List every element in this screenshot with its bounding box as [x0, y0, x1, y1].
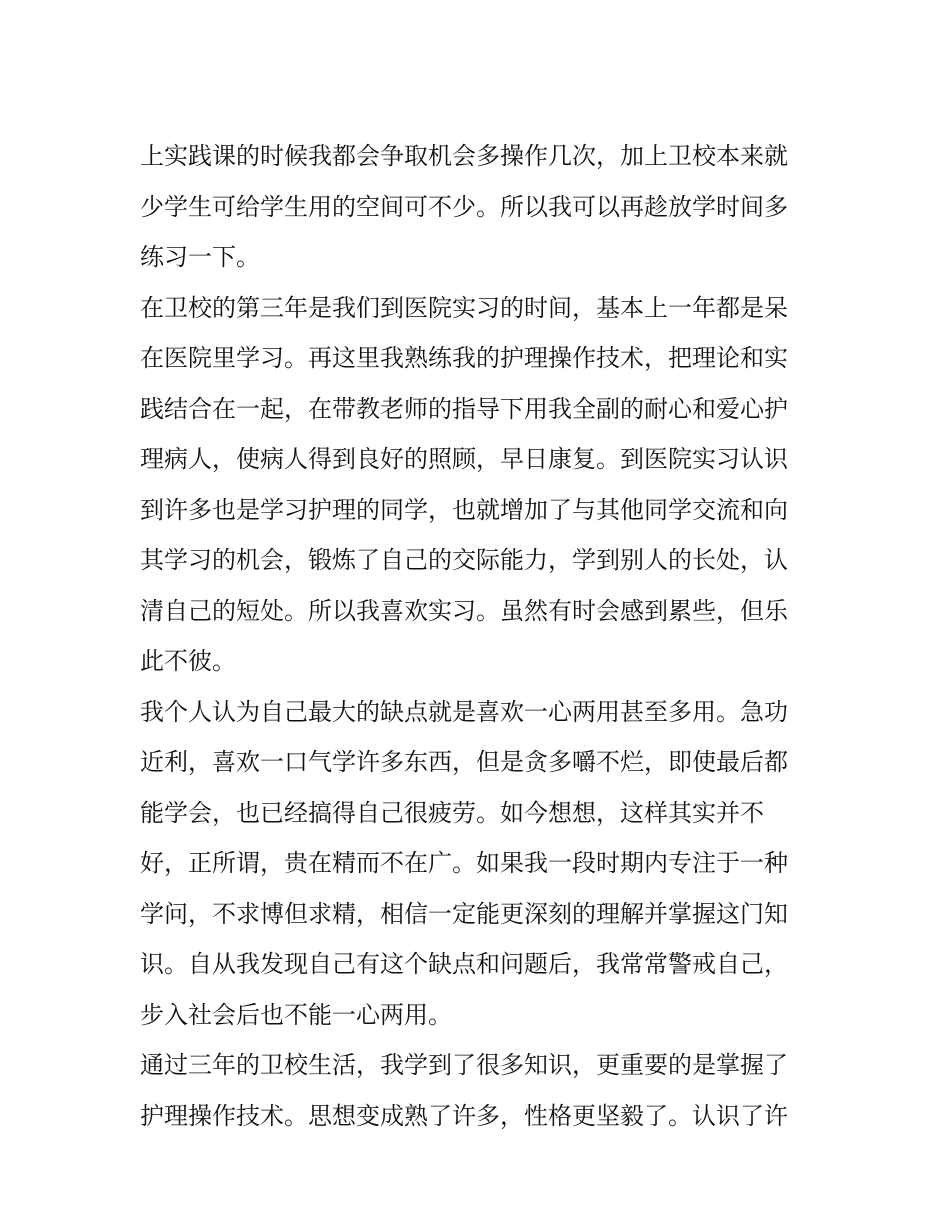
text-line: 学问，不求博但求精，相信一定能更深刻的理解并掌握这门知	[140, 899, 788, 928]
text-line: 护理操作技术。思想变成熟了许多，性格更坚毅了。认识了许	[140, 1101, 788, 1130]
text-line: 步入社会后也不能一心两用。	[140, 1000, 452, 1029]
text-line: 识。自从我发现自己有这个缺点和问题后，我常常警戒自己，	[140, 950, 788, 978]
text-line: 好，正所谓，贵在精而不在广。如果我一段时期内专注于一种	[140, 849, 788, 877]
text-line: 上实践课的时候我都会争取机会多操作几次，加上卫校本来就	[140, 142, 788, 170]
text-line: 其学习的机会，锻炼了自己的交际能力，学到别人的长处，认	[140, 546, 788, 574]
document-body	[140, 131, 820, 1141]
text-line: 清自己的短处。所以我喜欢实习。虽然有时会感到累些，但乐	[140, 596, 788, 625]
text-line: 我个人认为自己最大的缺点就是喜欢一心两用甚至多用。急功	[140, 697, 788, 726]
text-line: 少学生可给学生用的空间可不少。所以我可以再趁放学时间多	[140, 192, 788, 221]
text-line: 理病人，使病人得到良好的照顾，早日康复。到医院实习认识	[140, 445, 788, 473]
text-line: 践结合在一起，在带教老师的指导下用我全副的耐心和爱心护	[140, 394, 788, 423]
text-line: 到许多也是学习护理的同学，也就增加了与其他同学交流和向	[140, 495, 788, 524]
text-line: 在医院里学习。再这里我熟练我的护理操作技术，把理论和实	[140, 344, 788, 372]
text-line: 在卫校的第三年是我们到医院实习的时间，基本上一年都是呆	[140, 293, 788, 322]
text-line: 近利，喜欢一口气学许多东西，但是贪多嚼不烂，即使最后都	[140, 748, 788, 776]
text-line: 此不彼。	[140, 647, 236, 675]
text-line: 通过三年的卫校生活，我学到了很多知识，更重要的是掌握了	[140, 1051, 788, 1079]
text-line: 能学会，也已经搞得自己很疲劳。如今想想，这样其实并不	[140, 798, 764, 827]
text-line: 练习一下。	[140, 243, 260, 271]
